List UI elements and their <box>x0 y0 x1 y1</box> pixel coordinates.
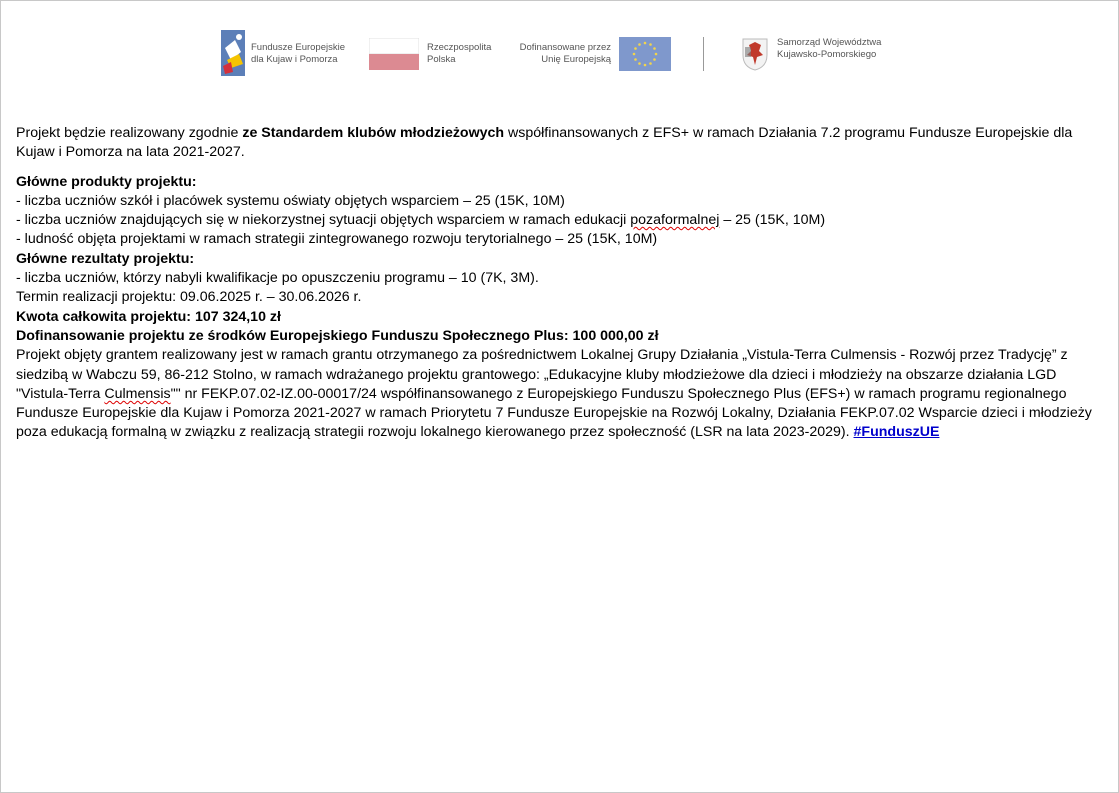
products-heading-text: Główne produkty projektu: <box>16 173 197 190</box>
fe-emblem-icon <box>221 30 247 76</box>
products-heading <box>16 173 1108 192</box>
project-funding-text: Dofinansowanie projektu ze środków Europejskiego Funduszu Społecznego Plus: 100 000,00 zł <box>16 327 659 344</box>
eu-flag-icon <box>619 37 671 71</box>
product-item <box>16 211 1108 230</box>
results-heading <box>16 250 1108 269</box>
product-item2-post: – 25 (15K, 10M) <box>719 212 826 229</box>
product-item: - liczba uczniów szkół i placówek systemu oświaty objętych wsparciem – 25 (15K, 10M) <box>16 192 565 209</box>
intro-text-post: współfinansowanych z EFS+ w ramach Działania 7.2 programu Fundusze Europejskie dla Kujaw i Pomorza na lata 2021-2027. <box>16 125 1073 161</box>
samorzad-wojewodztwa-logo <box>741 29 901 77</box>
ue-logo-line1: Dofinansowane przez <box>519 42 611 53</box>
region-coat-of-arms-icon <box>741 37 769 71</box>
fundusze-europejskie-logo <box>219 29 359 77</box>
project-total-text: Kwota całkowita projektu: 107 324,10 zł <box>16 308 281 325</box>
spellcheck-word: pozaformalnej <box>630 212 720 229</box>
hashtag-link[interactable]: #FunduszUE <box>853 424 940 441</box>
swkp-logo-line1: Samorząd Województwa <box>777 37 882 48</box>
intro-paragraph <box>16 124 1108 163</box>
logo-bar <box>219 29 899 77</box>
rzeczpospolita-polska-logo <box>369 29 509 77</box>
fe-logo-line1: Fundusze Europejskie <box>251 42 345 53</box>
fe-logo-line2: dla Kujaw i Pomorza <box>251 54 338 65</box>
grant-text-pre: Projekt objęty grantem realizowany jest w ramach grantu otrzymanego za pośrednictwem Lokalnej Grupy Działania „Vistula-Terra Culmensis - Rozwój przez Tradycję” z siedzibą w Wabczu 59, 86-212 Stolno, w ramach wdrażanego projektu grantowego: „Edukacyjne kluby młodzieżowe dla dzieci i młodzieży na obszarze działania LGD "Vistula-Terra <box>16 347 1068 402</box>
logo-divider <box>703 37 704 71</box>
project-total <box>16 308 1108 327</box>
ue-logo-line2: Unię Europejską <box>541 54 611 65</box>
grant-text-post: "" nr FEKP.07.02-IZ.00-00017/24 współfinansowanego z Europejskiego Funduszu Społecznego Plus (EFS+) w ramach programu regionalnego Fundusze Europejskie dla Kujaw i Pomorza 2021-2027 w ramach Priorytetu 7 Fundusze Europejskie na Rozwój Lokalny, Działania FEKP.07.02 Wsparcie dzieci i młodzieży poza edukacją formalną w związku z realizacją strategii rozwoju lokalnego kierowanego przez społeczność (LSR na lata 2023-2029). <box>16 385 1092 441</box>
project-term: Termin realizacji projektu: 09.06.2025 r. – 30.06.2026 r. <box>16 289 362 306</box>
polish-flag-icon <box>369 38 419 70</box>
eu-funding-logo <box>515 29 675 77</box>
grant-paragraph <box>16 346 1108 442</box>
result-item: - liczba uczniów, którzy nabyli kwalifikacje po opuszczeniu programu – 10 (7K, 3M). <box>16 270 539 287</box>
rp-logo-line2: Polska <box>427 54 456 65</box>
intro-text-bold: ze Standardem klubów młodzieżowych <box>242 125 505 141</box>
spellcheck-word: Culmensis <box>104 385 171 402</box>
product-item2-pre: - liczba uczniów znajdujących się w niekorzystnej sytuacji objętych wsparciem w ramach edukacji <box>16 212 631 229</box>
project-funding <box>16 327 1108 346</box>
product-item: - ludność objęta projektami w ramach strategii zintegrowanego rozwoju terytorialnego – 25 (15K, 10M) <box>16 231 658 248</box>
rp-logo-line1: Rzeczpospolita <box>427 42 492 53</box>
document-body <box>16 124 1108 443</box>
intro-text-pre: Projekt będzie realizowany zgodnie <box>16 125 243 141</box>
results-heading-text: Główne rezultaty projektu: <box>16 250 195 267</box>
swkp-logo-line2: Kujawsko-Pomorskiego <box>777 49 877 60</box>
